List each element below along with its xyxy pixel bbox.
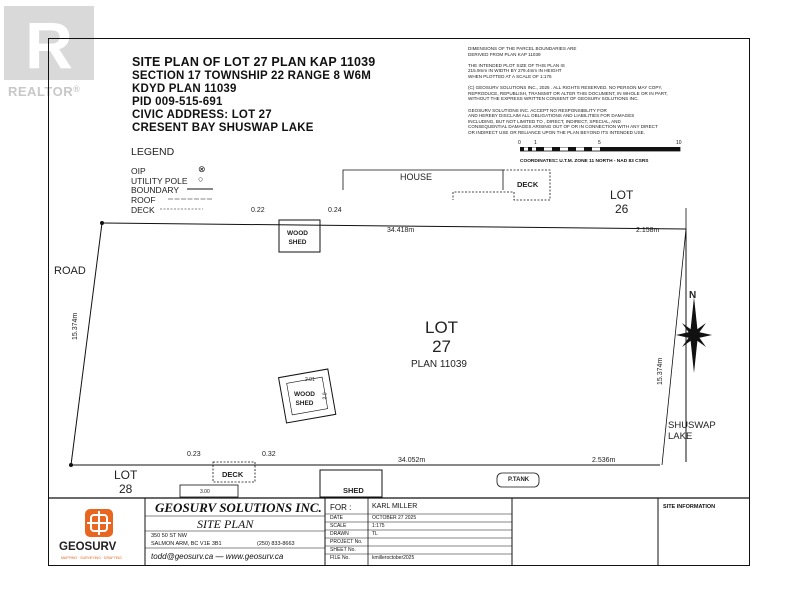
address-line-2: SALMON ARM, BC V1E 3B1 <box>151 541 222 547</box>
project-no-label: PROJECT No. <box>330 539 363 545</box>
dim-0-22: 0.22 <box>251 207 265 214</box>
oip-marker-nw <box>100 221 104 225</box>
legend-deck: DECK <box>131 205 155 215</box>
plan-number-label: PLAN 11039 <box>411 359 467 370</box>
note-line: INCLUDING, BUT NOT LIMITED TO , DIRECT, INDIRECT, SPECIAL, AND <box>468 118 621 124</box>
scale-tick-5: 5 <box>598 140 601 146</box>
lot-27-label: LOT 27 <box>425 318 459 356</box>
note-line: GEOSURV SOLUTIONS INC. ACCEPT NO RESPONSIBILITY FOR <box>468 107 607 113</box>
date-value: OCTOBER 27 2025 <box>372 515 417 521</box>
legend-title: LEGEND <box>131 146 175 158</box>
scale-tick-10: 10 <box>676 140 682 146</box>
section-line: SECTION 17 TOWNSHIP 22 RANGE 8 W6M <box>132 70 371 82</box>
dim-0-24: 0.24 <box>328 207 342 214</box>
date-label: DATE <box>330 515 343 521</box>
legend-oip: OIP <box>131 166 146 176</box>
legend-boundary: BOUNDARY <box>131 185 180 195</box>
scale-bar-caption: COORDINATES= U.T.M. ZONE 11 NORTH - NAD 83 CSRS <box>520 159 649 164</box>
dim-top-34-418: 34.418m <box>387 227 415 234</box>
note-line: DERIVED FROM PLAN KAP 11039 <box>468 51 541 57</box>
scale-value: 1:175 <box>372 523 385 529</box>
dim-top-2-158: 2.158m <box>636 227 660 234</box>
note-line: DIMENSIONS OF THE PARCEL BOUNDARIES ARE <box>468 46 577 51</box>
shed-2-dim-top: 2.01 <box>305 377 315 383</box>
dim-bottom-2-536: 2.536m <box>592 457 616 464</box>
scale-tick-0: 0 <box>518 140 521 146</box>
pid-line: PID 009-515-691 <box>132 96 223 108</box>
scale-label: SCALE <box>330 523 347 529</box>
road-label: ROAD <box>54 265 86 277</box>
wood-shed-1-label: WOOD SHED <box>287 230 308 246</box>
file-no-label: FILE No. <box>330 555 350 561</box>
lot-26-label: LOT 26 <box>610 188 634 216</box>
note-line: WITHOUT THE EXPRESS WRITTEN CONSENT OF GEOSURV SOLUTIONS INC. <box>468 96 639 102</box>
file-no-value: kmilleroctober2025 <box>372 555 415 561</box>
note-line: THE INTENDED PLOT SIZE OF THIS PLAN IS <box>468 62 565 68</box>
legend-roof: ROOF <box>131 195 156 205</box>
note-line: REPRODUCE, REPUBLISH, TRANSMIT OR ALTER THIS DOCUMENT, IN WHOLE OR IN PART, <box>468 90 668 96</box>
shuswap-lake-label: SHUSWAP LAKE <box>668 420 716 442</box>
oip-marker-sw <box>69 463 73 467</box>
note-line: 215.9mm IN WIDTH BY 279.4mm IN HEIGHT <box>468 68 562 74</box>
note-line: (C) GEOSURV SOLUTIONS INC., 2025 . ALL RIGHTS RESERVED. NO PERSON MAY COPY, <box>468 85 663 91</box>
address-line-1: 350 50 ST NW <box>151 533 187 539</box>
shed-label: SHED <box>343 486 364 495</box>
scale-tick-1: 1 <box>534 140 537 146</box>
note-line: OR INDIRECT USE OR RELIANCE UPON THE PLAN BEYOND ITS INTENDED USE. <box>468 129 645 135</box>
geosurv-logo <box>55 505 141 563</box>
dim-bottom-34-052: 34.052m <box>398 457 426 464</box>
p-tank-label: P.TANK <box>508 477 530 483</box>
realtor-watermark-text: REALTOR® <box>8 84 81 99</box>
north-boundary <box>102 223 686 462</box>
note-line: WHEN PLOTTED AT A SCALE OF 1:175 <box>468 73 552 79</box>
deck-bottom-label: DECK <box>222 470 244 479</box>
note-line: AND HEREBY DISCLAIM ALL OBLIGATIONS AND LIABILITIES FOR DAMAGES <box>468 113 635 119</box>
for-value: KARL MILLER <box>372 503 418 510</box>
location-line: CRESENT BAY SHUSWAP LAKE <box>132 122 314 134</box>
dim-left-15-374: 15.374m <box>72 312 79 340</box>
for-label: FOR : <box>330 503 352 512</box>
geosurv-logo-icon <box>55 505 141 545</box>
company-name: GEOSURV SOLUTIONS INC. <box>155 500 322 515</box>
wood-shed-2-label: WOOD SHED <box>294 391 315 407</box>
drawn-value: TL <box>372 531 378 537</box>
drawn-label: DRAWN <box>330 531 349 537</box>
lot-28-label: LOT 28 <box>114 468 138 496</box>
geosurv-logo-text: GEOSURV <box>59 541 117 553</box>
plan-title: SITE PLAN OF LOT 27 PLAN KAP 11039 <box>132 55 376 69</box>
utility-pole-symbol-icon: ○ <box>198 174 204 184</box>
dim-0-32: 0.32 <box>262 451 276 458</box>
kdyd-line: KDYD PLAN 11039 <box>132 83 237 95</box>
document-type: SITE PLAN <box>197 517 254 531</box>
west-boundary <box>71 223 102 465</box>
email-web: todd@geosurv.ca — www.geosurv.ca <box>151 552 284 561</box>
phone-number: (250) 833-8663 <box>257 541 295 547</box>
civic-address-line: CIVIC ADDRESS: LOT 27 <box>132 109 272 121</box>
oip-symbol-icon: ⊗ <box>198 164 206 174</box>
house-label: HOUSE <box>400 172 433 182</box>
dim-right-15-374: 15.374m <box>657 357 664 385</box>
sheet-no-label: SHEET No. <box>330 547 356 553</box>
svg-text:R: R <box>25 8 73 82</box>
north-label: N <box>689 290 697 301</box>
note-line: CONSEQUENTIAL DAMAGES ARISING OUT OF OR IN CONNECTION WITH ANY DIRECT <box>468 124 658 130</box>
site-information-label: SITE INFORMATION <box>663 504 716 510</box>
geosurv-logo-sub: MAPPING · SURVEYING · DRAFTING <box>61 556 122 560</box>
shed-2-dim-side: 2.0 <box>322 392 329 400</box>
dim-3-00: 3.00 <box>200 489 210 495</box>
deck-top-label: DECK <box>517 180 539 189</box>
legend-utility-pole: UTILITY POLE <box>131 176 188 186</box>
dim-0-23: 0.23 <box>187 451 201 458</box>
north-arrow-icon <box>676 297 712 373</box>
